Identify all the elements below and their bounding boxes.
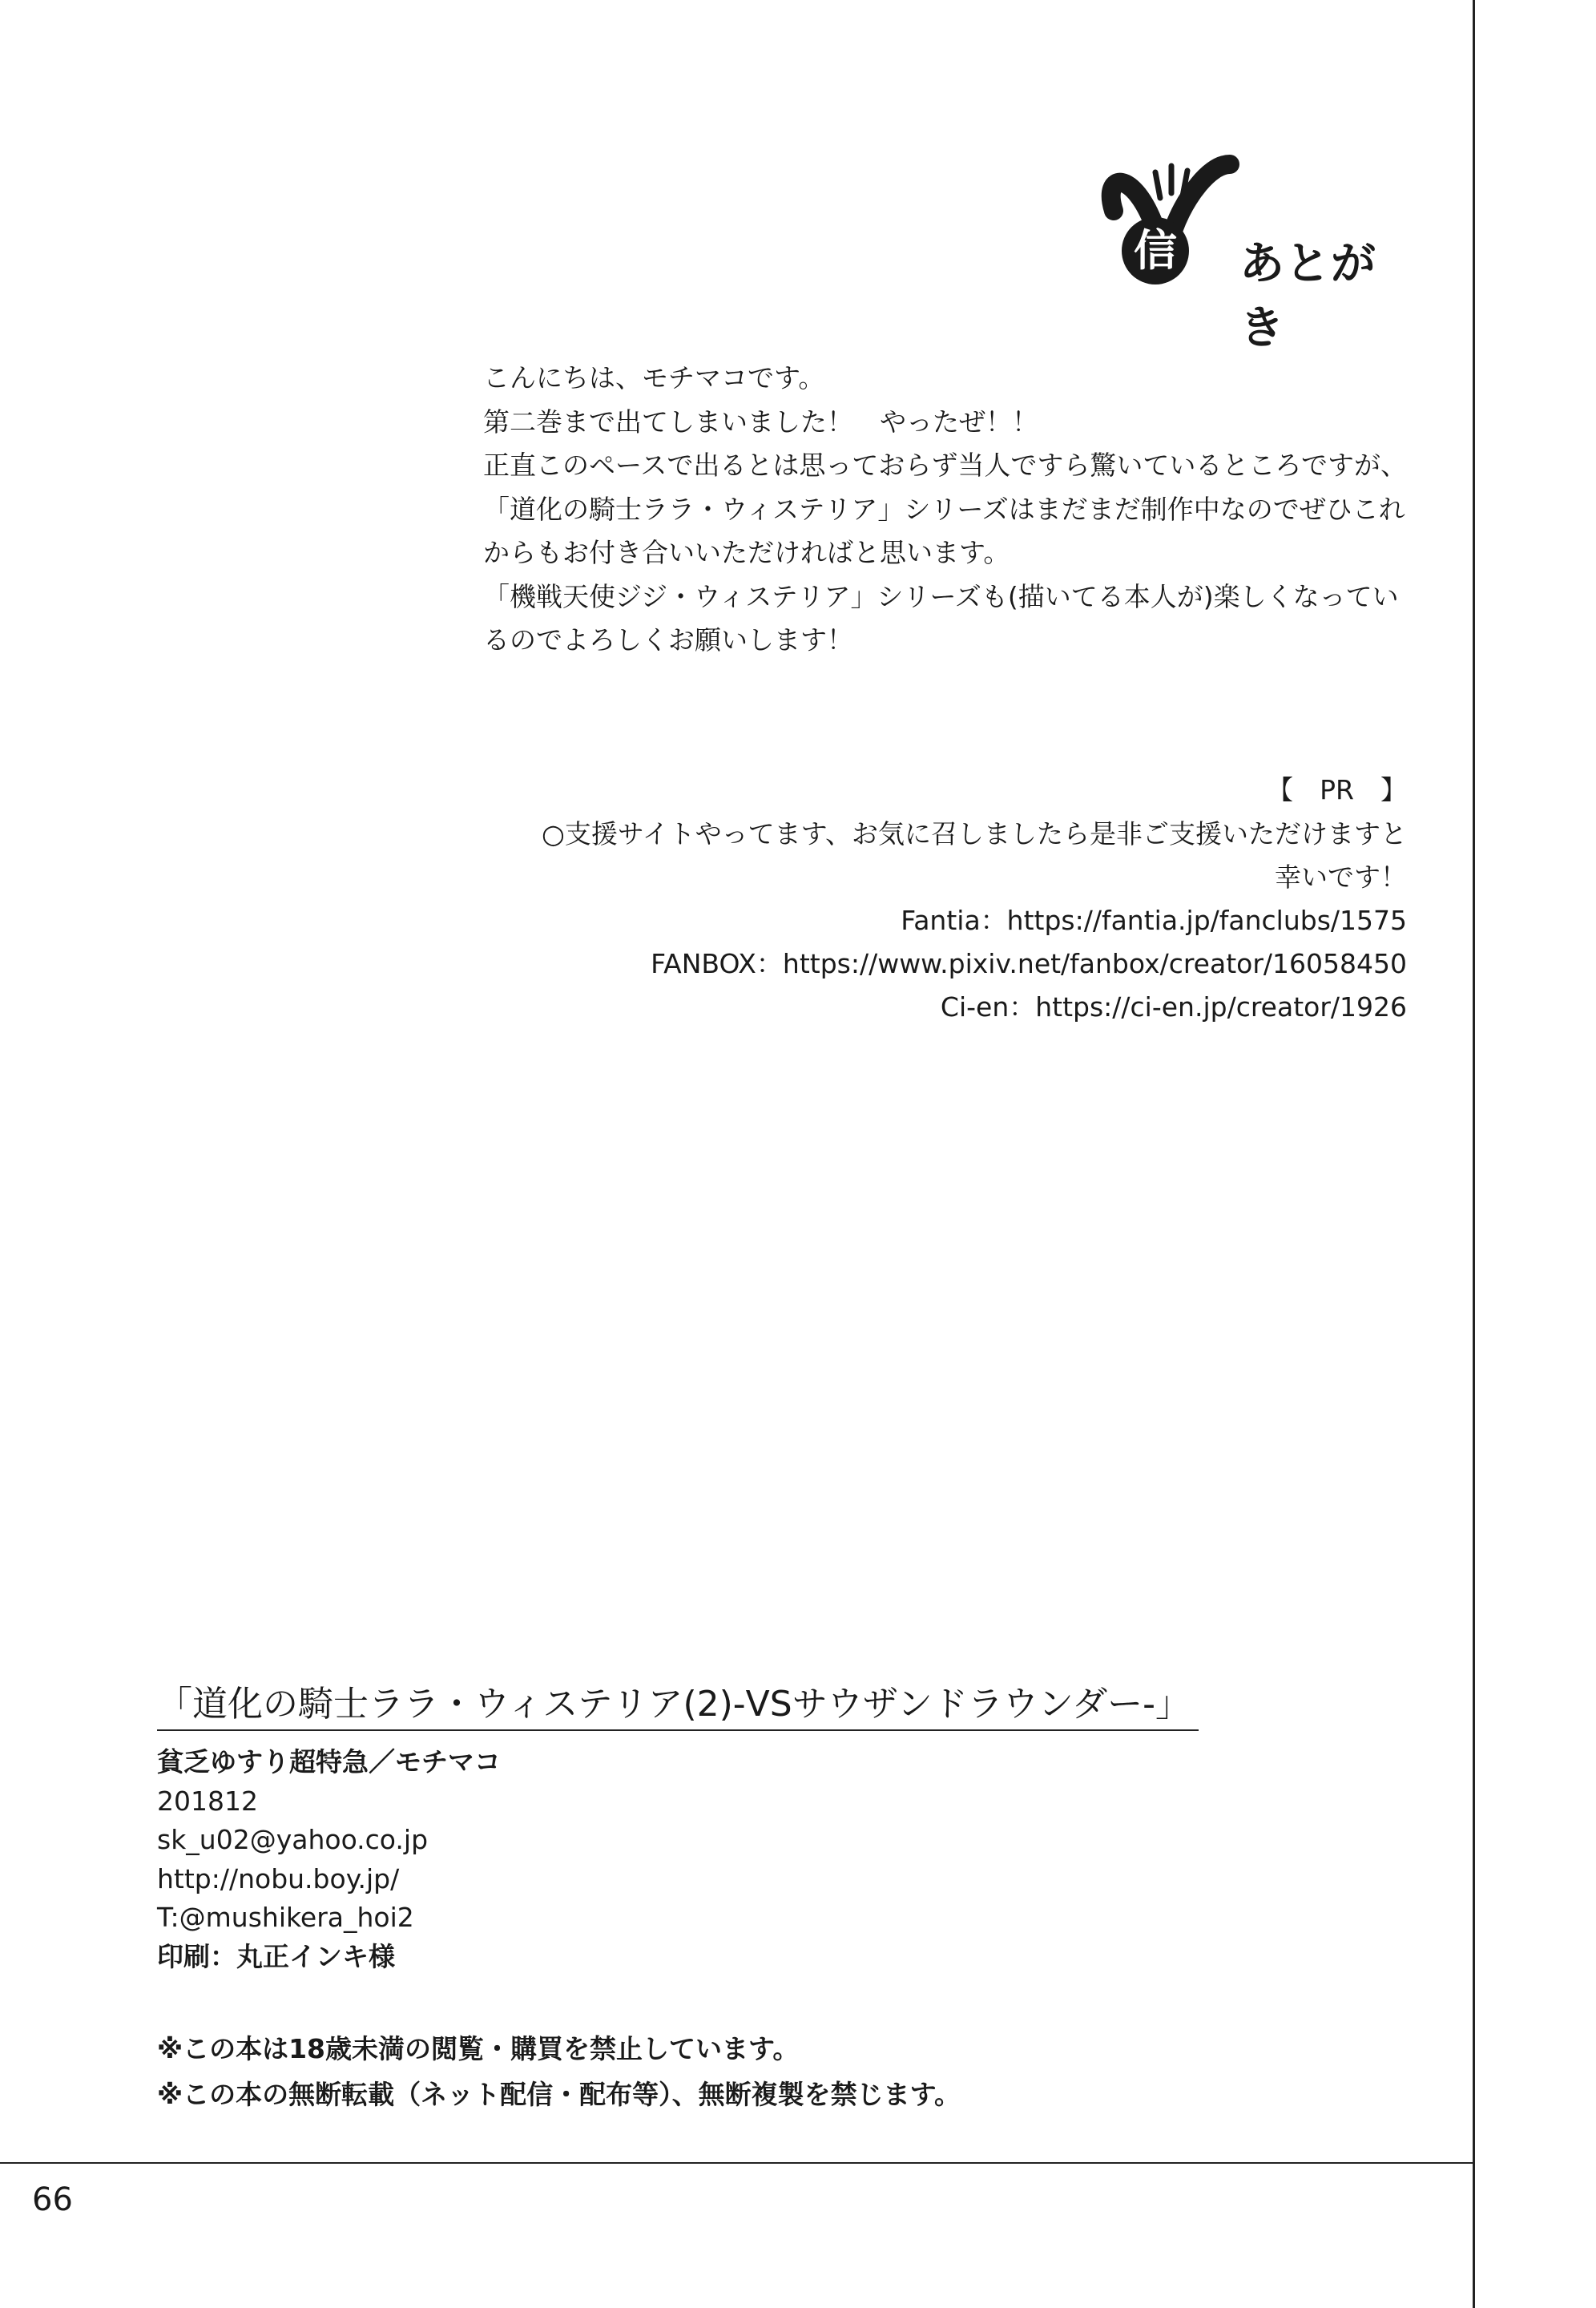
fantia-link[interactable]: Fantia：https://fantia.jp/fanclubs/1575 [901,905,1407,936]
body-line: 「機戦天使ジジ・ウィステリア」シリーズも(描いてる本人が)楽しくなってい [483,580,1399,612]
copyright-note: ※この本の無断転載（ネット配信・配布等）、無断複製を禁じます。 [157,2079,961,2110]
rabbit-head-char: 信 [1134,225,1177,276]
pr-section [542,768,1407,1029]
title-underline [157,1729,1199,1731]
colophon [157,1675,1191,1972]
legal-notes [157,2026,961,2117]
afterword-title: あとがき [1239,238,1376,354]
afterword-body [483,357,1445,663]
website-url[interactable]: http://nobu.boy.jp/ [157,1862,400,1894]
body-line: からもお付き合いいただければと思います。 [483,537,1010,568]
body-line: 「道化の騎士ララ・ウィステリア」シリーズはまだまだ制作中なのでぜひこれ [483,493,1405,525]
body-line: 第二巻まで出てしまいました！ やったぜ！！ [483,406,1038,438]
afterword-header [1098,148,1386,354]
book-title: 「道化の騎士ララ・ウィステリア(2)-VSサウザンドラウンダー-」 [157,1684,1191,1725]
fanbox-link[interactable]: FANBOX：https://www.pixiv.net/fanbox/creator/16058450 [651,948,1407,979]
pr-text: 幸いです！ [1275,861,1407,893]
footer-rule [0,2162,1473,2164]
body-line: るのでよろしくお願いします！ [483,624,853,656]
pr-heading: 【 PR 】 [1267,774,1407,805]
right-border-line [1473,0,1475,2308]
contact-email[interactable]: sk_u02@yahoo.co.jp [157,1824,429,1855]
body-line: 正直このペースで出るとは思っておらず当人ですら驚いているところですが、 [483,450,1408,481]
ci-en-link[interactable]: Ci-en：https://ci-en.jp/creator/1926 [940,991,1407,1023]
colophon-info [157,1743,501,1976]
age-restriction-note: ※この本は18歳未満の閲覧・購買を禁止しています。 [157,2033,800,2064]
page-number: 66 [32,2181,73,2218]
pr-text: ○支援サイトやってます、お気に召しましたら是非ご支援いただけますと [542,818,1407,849]
circle-author: 貧乏ゆすり超特急／モチマコ [157,1746,501,1777]
twitter-handle[interactable]: T:@mushikera_hoi2 [157,1902,414,1933]
publish-date: 201812 [157,1785,258,1817]
body-line: こんにちは、モチマコです。 [483,362,825,393]
printer-credit: 印刷：丸正インキ様 [157,1940,395,1972]
